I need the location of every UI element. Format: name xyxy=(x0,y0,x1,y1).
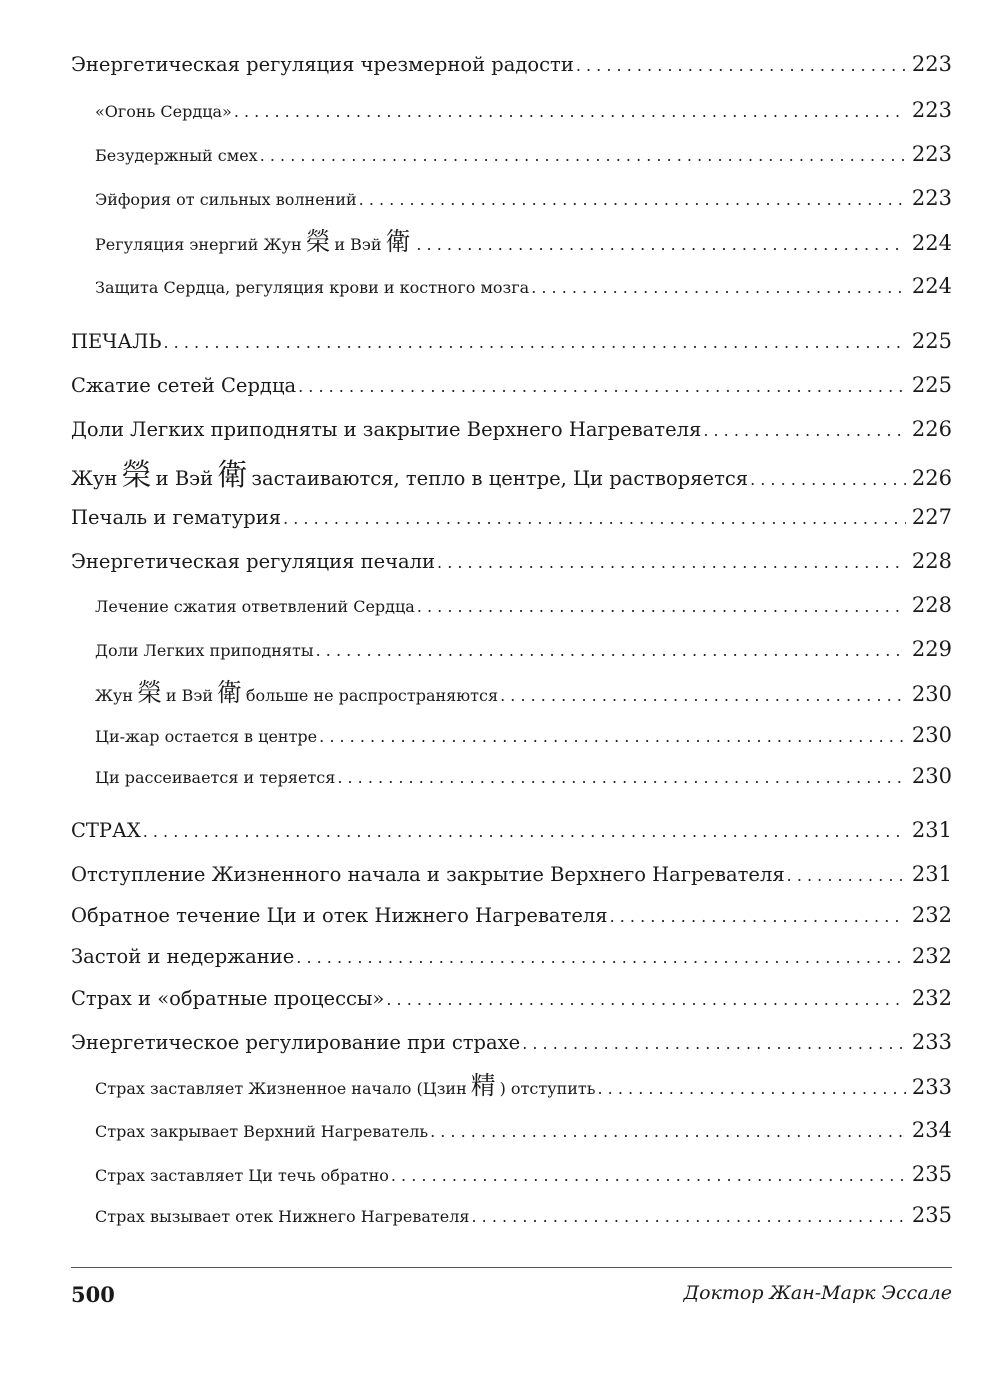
toc-entry-title: Ци-жар остается в центре xyxy=(95,727,318,746)
toc-entry-page: 230 xyxy=(911,682,952,706)
toc-entry xyxy=(71,549,952,573)
toc-entry-title: ПЕЧАЛЬ xyxy=(71,330,162,353)
toc-entry xyxy=(71,142,952,166)
toc-entry xyxy=(71,764,952,788)
toc-entry-page: 234 xyxy=(911,1118,952,1142)
toc-entry-page: 233 xyxy=(911,1030,952,1054)
dot-leader xyxy=(319,727,906,746)
toc-entry-page: 232 xyxy=(911,903,952,927)
toc-entry-title: Лечение сжатия ответвлений Сердца xyxy=(95,597,415,616)
toc-entry xyxy=(71,678,952,707)
toc-entry-title: Застой и недержание xyxy=(71,945,295,968)
footer-author: Доктор Жан-Марк Эссале xyxy=(683,1282,952,1304)
toc-entry-title xyxy=(95,1071,596,1100)
toc-entry-title: «Огонь Сердца» xyxy=(95,102,232,121)
toc-entry-page: 230 xyxy=(911,723,952,747)
toc-entry-title: Отступление Жизненного начала и закрытие Верхнего Нагревателя xyxy=(71,863,785,886)
chinese-character: 榮 xyxy=(305,227,331,256)
toc-entry-page: 232 xyxy=(911,986,952,1010)
title-text: и Вэй xyxy=(165,686,214,705)
toc-entry-page: 226 xyxy=(911,417,952,441)
title-text: Регуляция энергий Жун xyxy=(95,235,302,254)
toc-entry-title: СТРАХ xyxy=(71,819,141,842)
dot-leader xyxy=(437,553,906,572)
toc-entry-title: Печаль и гематурия xyxy=(71,506,282,529)
toc-entry-page: 223 xyxy=(911,186,952,210)
toc-entry xyxy=(71,1030,952,1054)
toc-entry-page: 228 xyxy=(911,549,952,573)
title-text: и Вэй xyxy=(334,235,382,254)
chinese-character: 衛 xyxy=(217,458,248,493)
toc-entry-title: Защита Сердца, регуляция крови и костного мозга xyxy=(95,278,530,297)
dot-leader xyxy=(598,1079,906,1098)
dot-leader xyxy=(531,278,906,297)
toc-entry xyxy=(71,1203,952,1227)
toc-entry-title: Эйфория от сильных волнений xyxy=(95,190,357,209)
toc-entry xyxy=(71,373,952,397)
toc-entry-title xyxy=(71,458,749,493)
toc-entry xyxy=(71,186,952,210)
dot-leader xyxy=(522,1034,906,1053)
toc-entry-page: 231 xyxy=(911,862,952,886)
toc-entry-title: Доли Легких приподняты и закрытие Верхнего Нагревателя xyxy=(71,418,702,441)
toc-entry-title: Ци рассеивается и теряется xyxy=(95,768,336,787)
footer-page-number: 500 xyxy=(71,1282,115,1307)
chinese-character: 衛 xyxy=(217,678,242,707)
dot-leader xyxy=(417,597,906,616)
toc-entry-page: 225 xyxy=(911,329,952,353)
toc-entry-page: 224 xyxy=(911,274,952,298)
dot-leader xyxy=(610,907,906,926)
dot-leader xyxy=(386,990,906,1009)
toc-entry-title: Страх и «обратные процессы» xyxy=(71,987,385,1010)
toc-entry-page: 228 xyxy=(911,593,952,617)
toc-entry-page: 235 xyxy=(911,1162,952,1186)
chinese-character: 衛 xyxy=(385,227,411,256)
toc-entry-title: Энергетическая регуляция чрезмерной радости xyxy=(71,53,574,76)
toc-section xyxy=(71,818,952,842)
dot-leader xyxy=(337,768,906,787)
toc-entry xyxy=(71,458,952,493)
toc-entry-title: Страх вызывает отек Нижнего Нагревателя xyxy=(95,1207,470,1226)
toc-entry xyxy=(71,505,952,529)
dot-leader xyxy=(234,102,906,121)
dot-leader xyxy=(703,421,906,440)
toc-entry-title: Страх закрывает Верхний Нагреватель xyxy=(95,1122,429,1141)
toc-entry-page: 231 xyxy=(911,818,952,842)
toc-entry xyxy=(71,986,952,1010)
toc-entry-page: 223 xyxy=(911,52,952,76)
dot-leader xyxy=(576,56,906,75)
toc-entry xyxy=(71,52,952,76)
title-text: ) отступить xyxy=(499,1079,596,1098)
toc-entry-page: 223 xyxy=(911,98,952,122)
dot-leader xyxy=(416,235,906,254)
toc-entry xyxy=(71,1071,952,1100)
footer-divider xyxy=(71,1267,952,1268)
toc-entry-page: 223 xyxy=(911,142,952,166)
title-text: застаиваются, тепло в центре, Ци растворяется xyxy=(251,467,749,490)
toc-entry-page: 224 xyxy=(911,231,952,255)
toc-entry xyxy=(71,1162,952,1186)
toc-entry-title: Страх заставляет Ци течь обратно xyxy=(95,1166,389,1185)
toc-entry-title: Энергетическое регулирование при страхе xyxy=(71,1031,521,1054)
toc-entry-page: 232 xyxy=(911,944,952,968)
chinese-character: 榮 xyxy=(121,458,152,493)
dot-leader xyxy=(283,509,906,528)
dot-leader xyxy=(471,1207,905,1226)
dot-leader xyxy=(500,686,906,705)
dot-leader xyxy=(391,1166,906,1185)
toc-entry-title: Обратное течение Ци и отек Нижнего Нагревателя xyxy=(71,904,608,927)
toc-entry-page: 225 xyxy=(911,373,952,397)
dot-leader xyxy=(430,1122,906,1141)
chinese-character: 榮 xyxy=(137,678,162,707)
dot-leader xyxy=(298,377,906,396)
dot-leader xyxy=(359,190,906,209)
toc-entry-title: Доли Легких приподняты xyxy=(95,641,314,660)
toc-entry xyxy=(71,1118,952,1142)
toc-entry-page: 233 xyxy=(911,1075,952,1099)
toc-entry-title: Безудержный смех xyxy=(95,146,258,165)
toc-entry-title xyxy=(95,678,499,707)
chinese-character: 精 xyxy=(470,1071,496,1100)
title-text: Страх заставляет Жизненное начало (Цзин xyxy=(95,1079,467,1098)
toc-entry xyxy=(71,862,952,886)
title-text: больше не распространяются xyxy=(245,686,499,705)
toc-entry-page: 229 xyxy=(911,637,952,661)
title-text: Жун xyxy=(71,467,118,490)
toc-section xyxy=(71,329,952,353)
toc-entry xyxy=(71,274,952,298)
toc-entry xyxy=(71,593,952,617)
toc-entry-title: Энергетическая регуляция печали xyxy=(71,550,436,573)
toc-entry-page: 235 xyxy=(911,1203,952,1227)
title-text: и Вэй xyxy=(155,467,214,490)
toc-entry-page: 226 xyxy=(911,466,952,490)
toc-entry xyxy=(71,227,952,256)
dot-leader xyxy=(164,333,906,352)
toc-entry-title: Сжатие сетей Сердца xyxy=(71,374,297,397)
dot-leader xyxy=(260,146,906,165)
dot-leader xyxy=(316,641,906,660)
toc-entry xyxy=(71,944,952,968)
toc-entry xyxy=(71,637,952,661)
toc-entry xyxy=(71,98,952,122)
dot-leader xyxy=(750,470,906,489)
toc-entry xyxy=(71,723,952,747)
toc-entry-page: 230 xyxy=(911,764,952,788)
dot-leader xyxy=(296,948,906,967)
toc-entry xyxy=(71,903,952,927)
title-text: Жун xyxy=(95,686,134,705)
dot-leader xyxy=(787,866,906,885)
dot-leader xyxy=(143,822,906,841)
toc-entry xyxy=(71,417,952,441)
toc-entry-title xyxy=(95,227,414,256)
toc-entry-page: 227 xyxy=(911,505,952,529)
